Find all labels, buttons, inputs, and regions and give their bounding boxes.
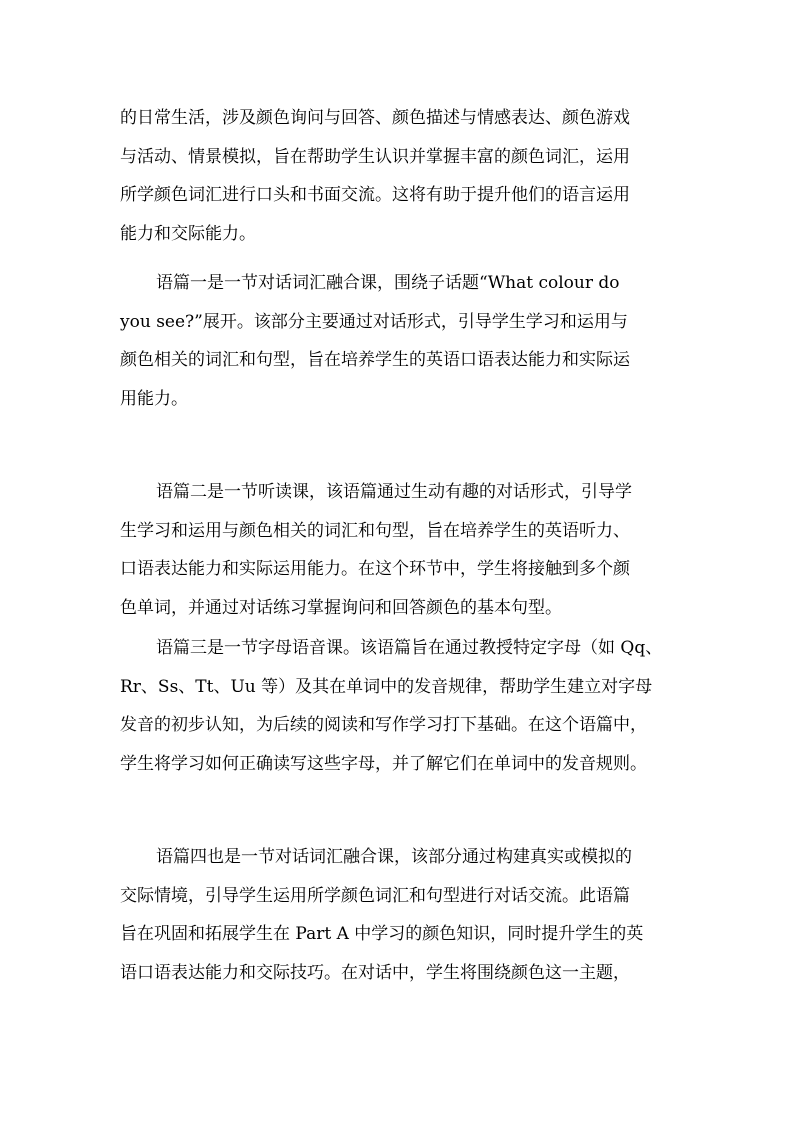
text-line: 发音的初步认知，为后续的阅读和写作学习打下基础。在这个语篇中， [120, 715, 647, 735]
text-line: 口语表达能力和实际运用能力。在这个环节中，学生将接触到多个颜 [120, 559, 630, 579]
text-line: 生学习和运用与颜色相关的词汇和句型，旨在培养学生的英语听力、 [120, 520, 630, 541]
text-line: 语篇三是一节字母语音课。该语篇旨在通过教授特定字母（如 Qq、 [156, 638, 663, 658]
paragraph-text-two [120, 473, 676, 627]
paragraph-text-one [120, 264, 676, 418]
paragraph-text-three [120, 629, 676, 783]
text-line: you see?”展开。该部分主要通过对话形式，引导学生学习和运用与 [120, 311, 628, 332]
text-line: 语口语表达能力和交际技巧。在对话中，学生将围绕颜色这一主题， [120, 962, 630, 983]
paragraph-intro-continued [120, 99, 676, 253]
text-line: 颜色相关的词汇和句型，旨在培养学生的英语口语表达能力和实际运 [120, 350, 630, 370]
text-line: 用能力。 [120, 388, 188, 409]
text-line: 能力和交际能力。 [120, 223, 256, 244]
text-line: 学生将学习如何正确读写这些字母，并了解它们在单词中的发音规则。 [120, 753, 647, 774]
text-line: Rr、Ss、Tt、Uu 等）及其在单词中的发音规律，帮助学生建立对字母 [120, 676, 653, 697]
text-line: 旨在巩固和拓展学生在 Part A 中学习的颜色知识，同时提升学生的英 [120, 924, 644, 944]
text-line: 与活动、情景模拟，旨在帮助学生认识并掌握丰富的颜色词汇，运用 [120, 146, 630, 167]
text-line: 语篇四也是一节对话词汇融合课，该部分通过构建真实或模拟的 [156, 847, 632, 867]
paragraph-text-four [120, 838, 676, 992]
text-line: 语篇一是一节对话词汇融合课，围绕子话题“What colour do [156, 273, 620, 293]
text-line: 色单词，并通过对话练习掌握询问和回答颜色的基本句型。 [120, 597, 562, 618]
text-line: 所学颜色词汇进行口头和书面交流。这将有助于提升他们的语言运用 [120, 185, 630, 205]
text-line: 交际情境，引导学生运用所学颜色词汇和句型进行对话交流。此语篇 [120, 885, 630, 906]
text-line: 的日常生活，涉及颜色询问与回答、颜色描述与情感表达、颜色游戏 [120, 108, 630, 128]
text-line: 语篇二是一节听读课，该语篇通过生动有趣的对话形式，引导学 [156, 482, 632, 502]
